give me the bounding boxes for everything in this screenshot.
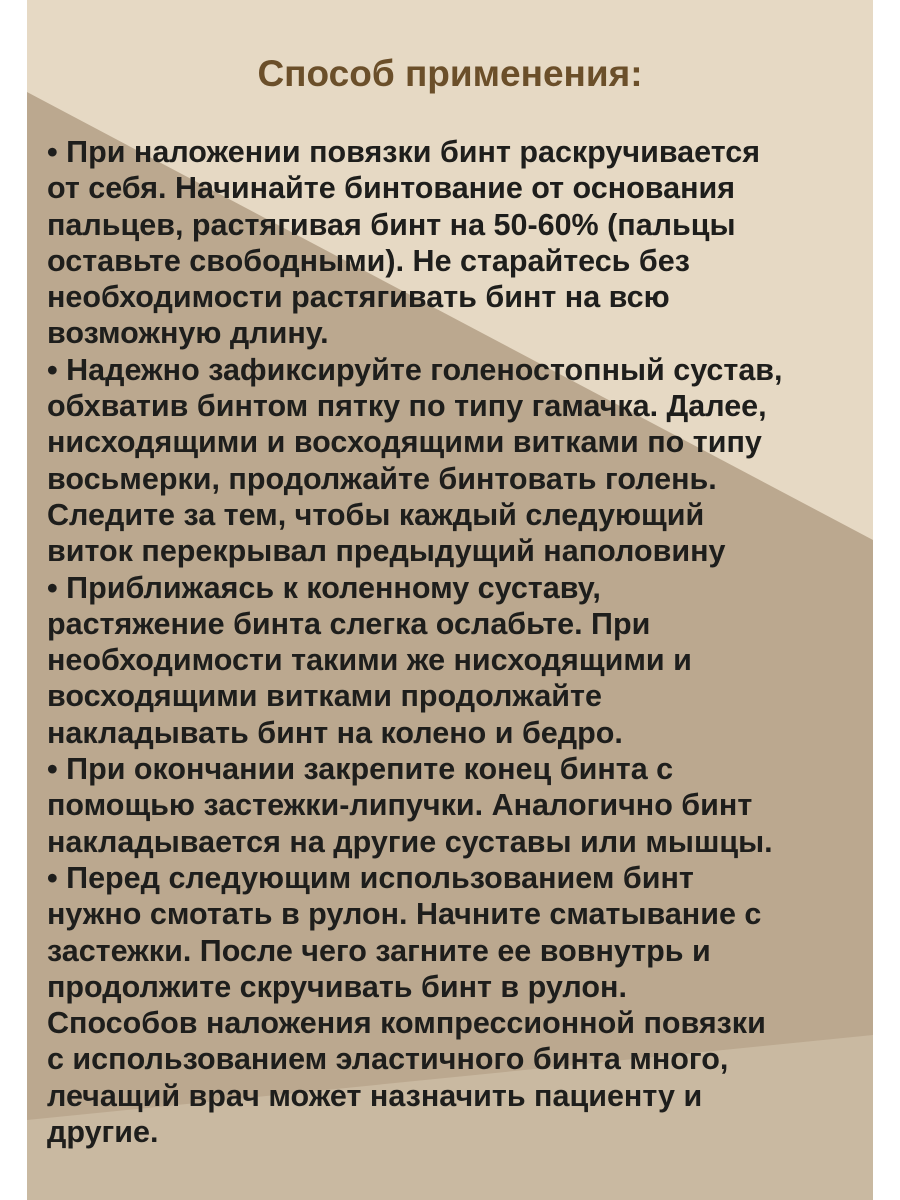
text-line: нисходящими и восходящими витками по типу (47, 425, 762, 460)
text-line: нужно смотать в рулон. Начните сматывание с (47, 897, 762, 932)
instruction-text (47, 134, 863, 1150)
text-line: застежки. После чего загните ее вовнутрь и (47, 933, 711, 968)
text-line: пальцев, растягивая бинт на 50-60% (пальцы (47, 207, 736, 242)
text-line: Следите за тем, чтобы каждый следующий (47, 497, 705, 532)
text-line: обхватив бинтом пятку по типу гамачка. Далее, (47, 389, 767, 424)
text-line: продолжите скручивать бинт в рулон. (47, 969, 627, 1004)
text-line: лечащий врач может назначить пациенту и (47, 1078, 703, 1113)
text-line: виток перекрывал предыдущий наполовину (47, 534, 726, 569)
text-line: • При окончании закрепите конец бинта с (47, 752, 674, 787)
text-line: • При наложении повязки бинт раскручивается (47, 135, 760, 169)
text-line: восьмерки, продолжайте бинтовать голень. (47, 461, 717, 496)
text-line: Способов наложения компрессионной повязки (47, 1006, 766, 1041)
text-line: • Приближаясь к коленному суставу, (47, 570, 601, 605)
page-title: Способ применения: (257, 53, 643, 94)
text-line: оставьте свободными). Не старайтесь без (47, 243, 690, 278)
text-line: другие. (47, 1115, 159, 1150)
text-line: накладывается на другие суставы или мышцы. (47, 824, 773, 859)
text-line: восходящими витками продолжайте (47, 679, 602, 714)
text-line: от себя. Начинайте бинтование от основания (47, 171, 736, 206)
instruction-card (27, 0, 873, 1200)
text-line: помощью застежки-липучки. Аналогично бинт (47, 788, 753, 823)
text-line: необходимости такими же нисходящими и (47, 643, 692, 678)
text-line: • Перед следующим использованием бинт (47, 860, 694, 895)
text-line: с использованием эластичного бинта много, (47, 1042, 729, 1077)
text-line: растяжение бинта слегка ослабьте. При (47, 606, 651, 641)
text-line: накладывать бинт на колено и бедро. (47, 715, 623, 750)
text-line: • Надежно зафиксируйте голеностопный сустав, (47, 352, 783, 387)
text-line: возможную длину. (47, 316, 329, 351)
text-line: необходимости растягивать бинт на всю (47, 280, 670, 315)
